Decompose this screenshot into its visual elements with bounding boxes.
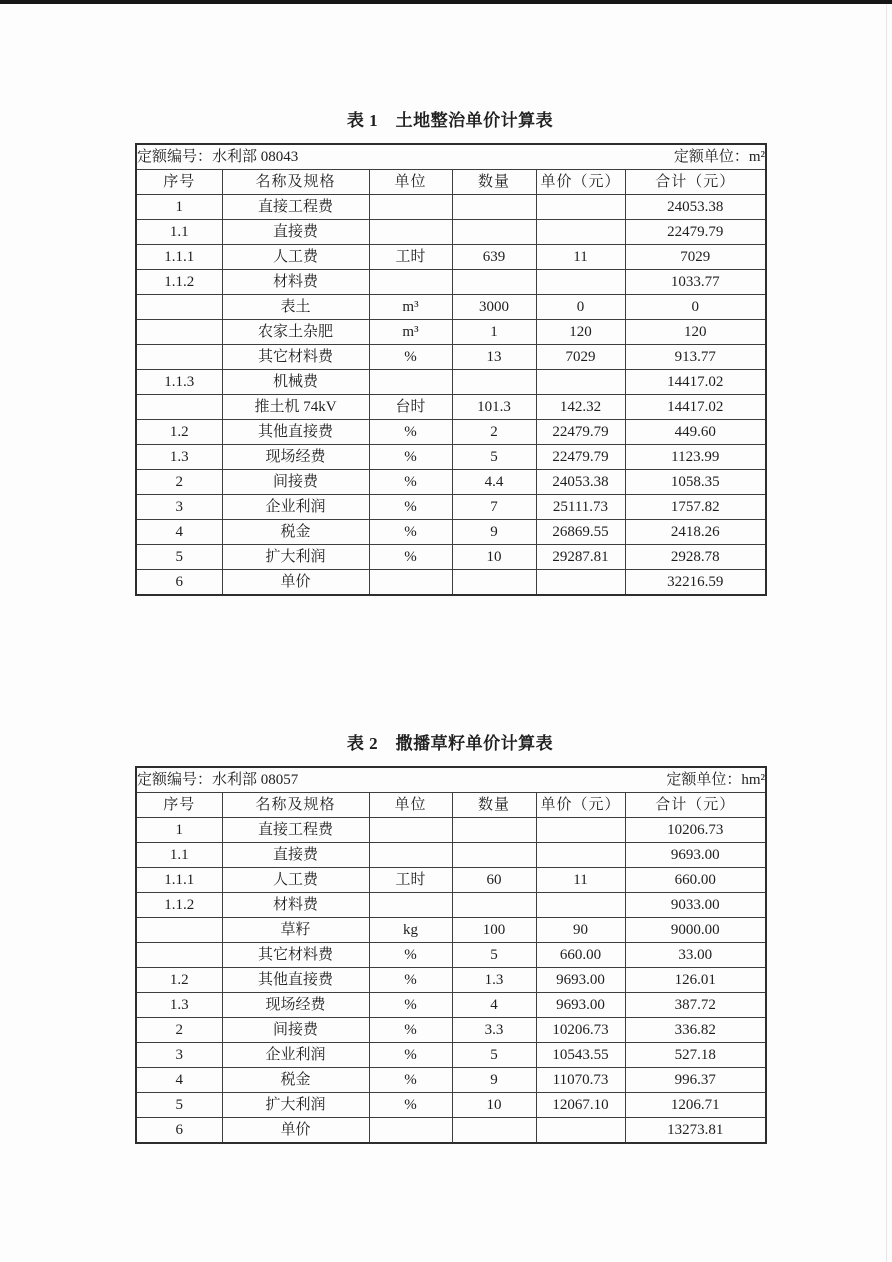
column-header-cell: 名称及规格 bbox=[222, 793, 369, 818]
table-cell bbox=[536, 893, 625, 918]
table-cell: % bbox=[369, 1068, 452, 1093]
table-cell: 企业利润 bbox=[222, 495, 369, 520]
table-cell: 4.4 bbox=[452, 470, 536, 495]
table-row bbox=[136, 1118, 766, 1144]
table-row bbox=[136, 843, 766, 868]
table-cell: 推土机 74kV bbox=[222, 395, 369, 420]
table-cell: 2418.26 bbox=[625, 520, 766, 545]
table-cell: 996.37 bbox=[625, 1068, 766, 1093]
table-row bbox=[136, 545, 766, 570]
table-cell bbox=[536, 220, 625, 245]
table-cell: % bbox=[369, 445, 452, 470]
table-cell: 现场经费 bbox=[222, 993, 369, 1018]
table-row bbox=[136, 1093, 766, 1118]
table-cell: % bbox=[369, 545, 452, 570]
table-row bbox=[136, 918, 766, 943]
table-cell bbox=[136, 943, 222, 968]
table-cell: 扩大利润 bbox=[222, 1093, 369, 1118]
table-row bbox=[136, 893, 766, 918]
quota-unit: 定额单位：hm² bbox=[666, 772, 765, 788]
table-row bbox=[136, 270, 766, 295]
column-header-cell: 数量 bbox=[452, 170, 536, 195]
table-cell: % bbox=[369, 1043, 452, 1068]
table-cell: 6 bbox=[136, 1118, 222, 1144]
table-cell: 其它材料费 bbox=[222, 345, 369, 370]
table-row bbox=[136, 943, 766, 968]
table-cell: 1.1 bbox=[136, 220, 222, 245]
table-cell: 449.60 bbox=[625, 420, 766, 445]
table-cell: m³ bbox=[369, 320, 452, 345]
table-cell bbox=[136, 395, 222, 420]
quota-number: 定额编号：水利部 08043 bbox=[137, 149, 299, 165]
table-row bbox=[136, 495, 766, 520]
table-row bbox=[136, 993, 766, 1018]
table-cell bbox=[369, 195, 452, 220]
table-cell bbox=[369, 1118, 452, 1144]
table-cell: 2 bbox=[136, 1018, 222, 1043]
table-cell: 25111.73 bbox=[536, 495, 625, 520]
table-cell: 4 bbox=[136, 520, 222, 545]
table-row bbox=[136, 520, 766, 545]
table-row bbox=[136, 195, 766, 220]
quota-header-row bbox=[136, 144, 766, 170]
column-header-cell: 单位 bbox=[369, 793, 452, 818]
table-cell bbox=[452, 843, 536, 868]
table-cell: 1.3 bbox=[452, 968, 536, 993]
column-header-cell: 名称及规格 bbox=[222, 170, 369, 195]
quota-unit: 定额单位：m² bbox=[673, 149, 765, 165]
table-cell: 9033.00 bbox=[625, 893, 766, 918]
table-cell: 1.1 bbox=[136, 843, 222, 868]
table-cell bbox=[369, 818, 452, 843]
table-cell bbox=[452, 893, 536, 918]
table-cell: 草籽 bbox=[222, 918, 369, 943]
table-cell: 913.77 bbox=[625, 345, 766, 370]
table-cell bbox=[369, 370, 452, 395]
table-cell: 间接费 bbox=[222, 470, 369, 495]
table-cell bbox=[369, 220, 452, 245]
table-cell: 14417.02 bbox=[625, 395, 766, 420]
table-cell: 1.3 bbox=[136, 445, 222, 470]
table-cell: 人工费 bbox=[222, 245, 369, 270]
table-cell: 10 bbox=[452, 1093, 536, 1118]
table-cell bbox=[369, 893, 452, 918]
table-row bbox=[136, 818, 766, 843]
table-cell: 5 bbox=[452, 943, 536, 968]
column-header-cell: 合计（元） bbox=[625, 793, 766, 818]
table-cell: % bbox=[369, 943, 452, 968]
quota-number: 定额编号：水利部 08057 bbox=[137, 772, 299, 788]
table-cell: 现场经费 bbox=[222, 445, 369, 470]
table-cell bbox=[452, 1118, 536, 1144]
table1-title: 表 1 土地整治单价计算表 bbox=[346, 111, 554, 130]
table-cell: 其他直接费 bbox=[222, 420, 369, 445]
table-cell bbox=[452, 370, 536, 395]
table-cell bbox=[136, 918, 222, 943]
table-cell: 13273.81 bbox=[625, 1118, 766, 1144]
table-row bbox=[136, 395, 766, 420]
table-cell: 1.3 bbox=[136, 993, 222, 1018]
table-cell: % bbox=[369, 993, 452, 1018]
table-cell: 60 bbox=[452, 868, 536, 893]
table-row bbox=[136, 370, 766, 395]
table-row bbox=[136, 220, 766, 245]
table-cell: 企业利润 bbox=[222, 1043, 369, 1068]
table-cell bbox=[369, 570, 452, 596]
table-cell: 税金 bbox=[222, 1068, 369, 1093]
table-cell: 10 bbox=[452, 545, 536, 570]
table-cell: 机械费 bbox=[222, 370, 369, 395]
table-cell: 336.82 bbox=[625, 1018, 766, 1043]
table-cell: 6 bbox=[136, 570, 222, 596]
table-cell: 4 bbox=[136, 1068, 222, 1093]
table-cell: 农家土杂肥 bbox=[222, 320, 369, 345]
column-header-cell: 单价（元） bbox=[536, 170, 625, 195]
table-cell: 税金 bbox=[222, 520, 369, 545]
table-cell bbox=[536, 570, 625, 596]
table-cell: 单价 bbox=[222, 570, 369, 596]
table-cell: 1 bbox=[136, 195, 222, 220]
table-cell bbox=[136, 295, 222, 320]
table-cell bbox=[536, 1118, 625, 1144]
table-cell: 间接费 bbox=[222, 1018, 369, 1043]
table-row bbox=[136, 968, 766, 993]
table-cell: 11 bbox=[536, 868, 625, 893]
table-cell: 0 bbox=[536, 295, 625, 320]
table-row bbox=[136, 1043, 766, 1068]
table-cell: 24053.38 bbox=[625, 195, 766, 220]
table-cell: 1.1.1 bbox=[136, 868, 222, 893]
table-cell: 5 bbox=[136, 1093, 222, 1118]
table-cell: 1.1.1 bbox=[136, 245, 222, 270]
table-row bbox=[136, 1068, 766, 1093]
column-header-cell: 单位 bbox=[369, 170, 452, 195]
table-cell: 1.1.2 bbox=[136, 893, 222, 918]
table-cell: 10543.55 bbox=[536, 1043, 625, 1068]
table-cell: 101.3 bbox=[452, 395, 536, 420]
table-cell: 639 bbox=[452, 245, 536, 270]
table-cell: 9 bbox=[452, 1068, 536, 1093]
table-cell: 22479.79 bbox=[536, 445, 625, 470]
table-cell: 527.18 bbox=[625, 1043, 766, 1068]
table-row bbox=[136, 345, 766, 370]
table-cell: 人工费 bbox=[222, 868, 369, 893]
table-cell: 100 bbox=[452, 918, 536, 943]
table-cell: % bbox=[369, 470, 452, 495]
table-cell: 90 bbox=[536, 918, 625, 943]
table-cell: 29287.81 bbox=[536, 545, 625, 570]
table-cell: 1206.71 bbox=[625, 1093, 766, 1118]
table-cell: 24053.38 bbox=[536, 470, 625, 495]
column-header-cell: 数量 bbox=[452, 793, 536, 818]
table-cell: 2 bbox=[136, 470, 222, 495]
table-cell: 1033.77 bbox=[625, 270, 766, 295]
table-cell bbox=[452, 220, 536, 245]
table-row bbox=[136, 868, 766, 893]
table-cell: 材料费 bbox=[222, 270, 369, 295]
table-cell: 3.3 bbox=[452, 1018, 536, 1043]
table-cell: 13 bbox=[452, 345, 536, 370]
table-cell: 5 bbox=[452, 1043, 536, 1068]
column-header-row bbox=[136, 170, 766, 195]
column-header-cell: 序号 bbox=[136, 170, 222, 195]
table-cell: 22479.79 bbox=[625, 220, 766, 245]
table-cell: 1.1.2 bbox=[136, 270, 222, 295]
table-cell: 工时 bbox=[369, 868, 452, 893]
table-cell: 10206.73 bbox=[536, 1018, 625, 1043]
table-cell: 9693.00 bbox=[536, 993, 625, 1018]
page-top-border bbox=[0, 0, 892, 4]
table-cell: 3000 bbox=[452, 295, 536, 320]
table-row bbox=[136, 470, 766, 495]
column-header-cell: 单价（元） bbox=[536, 793, 625, 818]
table-cell bbox=[536, 818, 625, 843]
table-cell bbox=[452, 570, 536, 596]
table-cell bbox=[536, 370, 625, 395]
table-cell: 660.00 bbox=[625, 868, 766, 893]
page-right-edge bbox=[886, 4, 887, 1262]
table-cell: 33.00 bbox=[625, 943, 766, 968]
table-row bbox=[136, 320, 766, 345]
table-cell: 11070.73 bbox=[536, 1068, 625, 1093]
column-header-cell: 序号 bbox=[136, 793, 222, 818]
table-cell: 4 bbox=[452, 993, 536, 1018]
table-cell: 1.2 bbox=[136, 968, 222, 993]
table-cell: 22479.79 bbox=[536, 420, 625, 445]
table-cell: 9693.00 bbox=[536, 968, 625, 993]
table-cell: 1058.35 bbox=[625, 470, 766, 495]
table-cell: 120 bbox=[536, 320, 625, 345]
table-cell: 1 bbox=[136, 818, 222, 843]
table-cell: 26869.55 bbox=[536, 520, 625, 545]
table-cell: 1 bbox=[452, 320, 536, 345]
table-cell bbox=[536, 270, 625, 295]
table-cell bbox=[452, 270, 536, 295]
table-cell: 0 bbox=[625, 295, 766, 320]
table-cell bbox=[369, 843, 452, 868]
table-cell: 142.32 bbox=[536, 395, 625, 420]
table-cell: 2928.78 bbox=[625, 545, 766, 570]
table-cell bbox=[536, 195, 625, 220]
table-cell: % bbox=[369, 420, 452, 445]
table-cell: 扩大利润 bbox=[222, 545, 369, 570]
table-cell bbox=[536, 843, 625, 868]
table2-unit-price-table bbox=[135, 766, 767, 1144]
table-cell: 7 bbox=[452, 495, 536, 520]
table-cell: kg bbox=[369, 918, 452, 943]
table-row bbox=[136, 1018, 766, 1043]
table-cell: 单价 bbox=[222, 1118, 369, 1144]
table-row bbox=[136, 445, 766, 470]
table-cell: 2 bbox=[452, 420, 536, 445]
table-cell: 5 bbox=[136, 545, 222, 570]
table-cell: % bbox=[369, 968, 452, 993]
table-cell: 1757.82 bbox=[625, 495, 766, 520]
table-cell: % bbox=[369, 520, 452, 545]
table-cell: 7029 bbox=[536, 345, 625, 370]
table-cell: 126.01 bbox=[625, 968, 766, 993]
table-cell bbox=[369, 270, 452, 295]
table-row bbox=[136, 570, 766, 596]
quota-header-cell bbox=[136, 767, 766, 793]
table-row bbox=[136, 245, 766, 270]
table-cell: 660.00 bbox=[536, 943, 625, 968]
table-cell bbox=[452, 818, 536, 843]
table1-section bbox=[135, 108, 765, 596]
table-row bbox=[136, 420, 766, 445]
table-cell: 1123.99 bbox=[625, 445, 766, 470]
table-cell: 1.1.3 bbox=[136, 370, 222, 395]
column-header-cell: 合计（元） bbox=[625, 170, 766, 195]
table-cell: 7029 bbox=[625, 245, 766, 270]
table-cell: % bbox=[369, 345, 452, 370]
table-cell: 32216.59 bbox=[625, 570, 766, 596]
table-cell: 表土 bbox=[222, 295, 369, 320]
table-cell: 12067.10 bbox=[536, 1093, 625, 1118]
table-cell: 9693.00 bbox=[625, 843, 766, 868]
table-cell: m³ bbox=[369, 295, 452, 320]
table-cell: % bbox=[369, 1018, 452, 1043]
table-cell: 387.72 bbox=[625, 993, 766, 1018]
table-cell: 11 bbox=[536, 245, 625, 270]
table-cell: 工时 bbox=[369, 245, 452, 270]
table2-section bbox=[135, 731, 765, 1144]
table-cell: 120 bbox=[625, 320, 766, 345]
table-cell: 直接费 bbox=[222, 220, 369, 245]
table-cell bbox=[136, 320, 222, 345]
table-cell: 3 bbox=[136, 1043, 222, 1068]
table-cell: 9 bbox=[452, 520, 536, 545]
table-cell bbox=[136, 345, 222, 370]
table-cell: % bbox=[369, 495, 452, 520]
column-header-row bbox=[136, 793, 766, 818]
table-cell: 直接工程费 bbox=[222, 195, 369, 220]
table-cell: 1.2 bbox=[136, 420, 222, 445]
table-cell bbox=[452, 195, 536, 220]
quota-header-row bbox=[136, 767, 766, 793]
table1-unit-price-table bbox=[135, 143, 767, 596]
table-cell: 其他直接费 bbox=[222, 968, 369, 993]
table-cell: 其它材料费 bbox=[222, 943, 369, 968]
table-cell: 直接费 bbox=[222, 843, 369, 868]
table-row bbox=[136, 295, 766, 320]
table-cell: 14417.02 bbox=[625, 370, 766, 395]
table-cell: 10206.73 bbox=[625, 818, 766, 843]
quota-header-cell bbox=[136, 144, 766, 170]
table-cell: 3 bbox=[136, 495, 222, 520]
table-cell: % bbox=[369, 1093, 452, 1118]
table2-title: 表 2 撒播草籽单价计算表 bbox=[346, 734, 554, 753]
table-cell: 直接工程费 bbox=[222, 818, 369, 843]
table-cell: 5 bbox=[452, 445, 536, 470]
table-cell: 台时 bbox=[369, 395, 452, 420]
table-cell: 材料费 bbox=[222, 893, 369, 918]
table-cell: 9000.00 bbox=[625, 918, 766, 943]
